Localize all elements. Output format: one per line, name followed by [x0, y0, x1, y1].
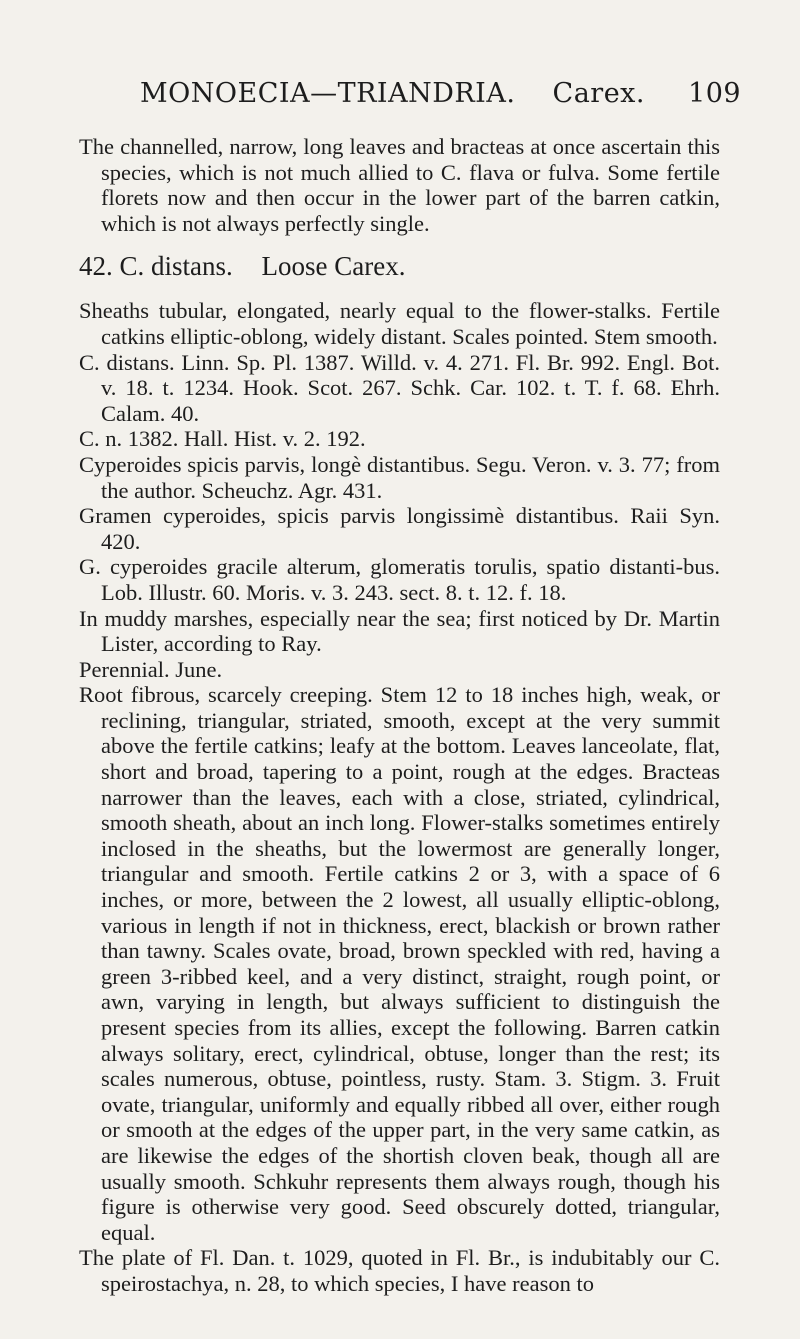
- species-number: 42. C. distans.: [79, 251, 233, 282]
- running-header: [140, 78, 742, 109]
- running-genus: Carex.: [552, 78, 645, 109]
- species-heading: [79, 250, 720, 282]
- diagnosis-paragraph: Sheaths tubular, elongated, nearly equal to the flower-stalks. Fertile catkins elliptic-oblong, widely distant. Scales pointed. Stem smooth.: [79, 298, 720, 349]
- species-common-name: Loose Carex.: [261, 251, 406, 282]
- synonym-entry: C. distans. Linn. Sp. Pl. 1387. Willd. v. 4. 271. Fl. Br. 992. Engl. Bot. v. 18. t. 1234. Hook. Scot. 267. Schk. Car. 102. t. T. f. 68. Ehrh. Calam. 40.: [79, 349, 720, 426]
- page-number: 109: [688, 78, 742, 109]
- synonym-entry: C. n. 1382. Hall. Hist. v. 2. 192.: [79, 426, 366, 452]
- continuation-paragraph: The channelled, narrow, long leaves and bracteas at once ascertain this species, which is not much allied to C. flava or fulva. Some fertile florets now and then occur in the lower part of the barren catkin, which is not always perfectly single.: [79, 134, 720, 236]
- synonym-entry: Gramen cyperoides, spicis parvis longissimè distantibus. Raii Syn. 420.: [79, 503, 720, 554]
- running-title: MONOECIA—TRIANDRIA.: [140, 78, 516, 109]
- habitat-paragraph: In muddy marshes, especially near the sea; first noticed by Dr. Martin Lister, according to Ray.: [79, 605, 720, 657]
- description-paragraph: Root fibrous, scarcely creeping. Stem 12 to 18 inches high, weak, or reclining, triangular, striated, smooth, except at the very summit above the fertile catkins; leafy at the bottom. Leaves lanceolate, flat, short and broad, tapering to a point, rough at the edges. Bracteas narrower than the leaves, each with a close, striated, cylindrical, smooth sheath, about an inch long. Flower-stalks sometimes entirely inclosed in the sheaths, but the lowermost are generally longer, triangular and smooth. Fertile catkins 2 or 3, with a space of 6 inches, or more, between the 2 lowest, all usually elliptic-oblong, various in length if not in thickness, erect, blackish or brown rather than tawny. Scales ovate, broad, brown speckled with red, having a green 3-ribbed keel, and a very distinct, straight, rough point, or awn, varying in length, but always sufficient to distinguish the present species from its allies, except the following. Barren catkin always solitary, erect, cylindrical, obtuse, longer than the rest; its scales numerous, obtuse, pointless, rusty. Stam. 3. Stigm. 3. Fruit ovate, triangular, uniformly and equally ribbed all over, either rough or smooth at the edges of the upper part, in the very same catkin, as are likewise the edges of the shortish cloven beak, though all are usually smooth. Schkuhr represents them always rough, though his figure is otherwise very good. Seed obscurely dotted, triangular, equal.: [79, 682, 720, 1245]
- synonym-entry: G. cyperoides gracile alterum, glomeratis torulis, spatio distanti-bus. Lob. Illustr. 60. Moris. v. 3. 243. sect. 8. t. 12. f. 18.: [79, 554, 720, 605]
- page-body: [79, 134, 720, 1297]
- duration-paragraph: Perennial. June.: [79, 656, 223, 682]
- closing-paragraph: The plate of Fl. Dan. t. 1029, quoted in Fl. Br., is indubitably our C. speirostachya, n. 28, to which species, I have reason to: [79, 1245, 720, 1296]
- synonym-entry: Cyperoides spicis parvis, longè distantibus. Segu. Veron. v. 3. 77; from the author. Scheuchz. Agr. 431.: [79, 451, 720, 503]
